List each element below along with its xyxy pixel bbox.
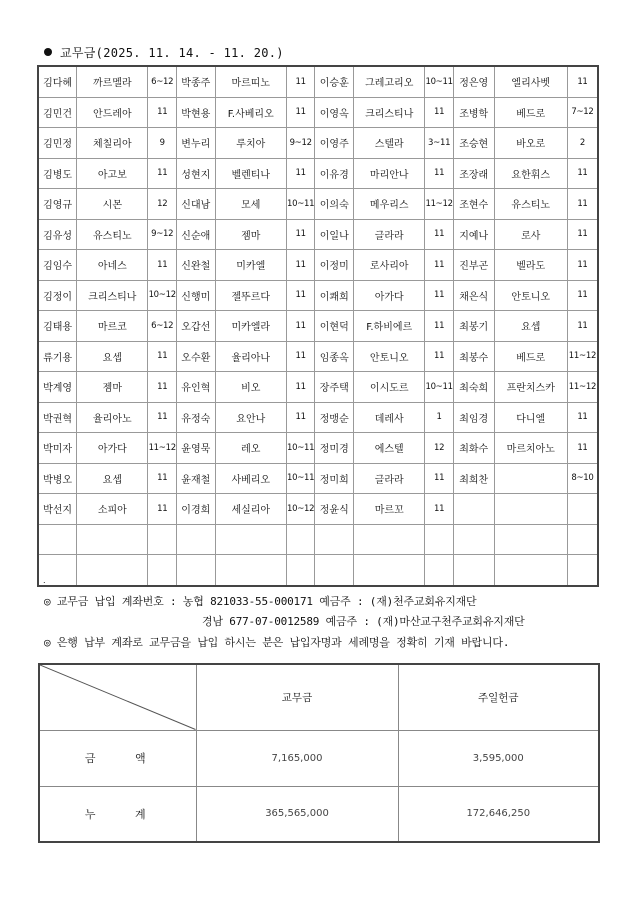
donor-row — [38, 341, 598, 372]
donor-row — [38, 128, 598, 159]
bullet-icon — [44, 48, 52, 56]
donor-baptismal-name: 안토니오 — [354, 341, 425, 372]
donor-name: 유인혁 — [176, 372, 215, 403]
donor-period: 11 — [567, 219, 598, 250]
donor-name: 정미경 — [315, 433, 354, 464]
donor-baptismal-name: 베드로 — [494, 341, 567, 372]
donor-baptismal-name: 데레사 — [354, 402, 425, 433]
donor-table — [37, 65, 599, 587]
donor-name: 조장래 — [453, 158, 494, 189]
donor-name: 신행미 — [176, 280, 215, 311]
empty-row-mark: . — [38, 555, 77, 586]
donor-baptismal-name: F.사베리오 — [215, 97, 286, 128]
donor-period: 6~12 — [148, 311, 177, 342]
donor-name — [315, 555, 354, 586]
donor-period: 11 — [567, 402, 598, 433]
donor-baptismal-name: 아가다 — [354, 280, 425, 311]
donor-name: 이정미 — [315, 250, 354, 281]
donor-baptismal-name: 체칠리아 — [77, 128, 148, 159]
donor-name: 김임수 — [38, 250, 77, 281]
donor-period: 11 — [148, 158, 177, 189]
donor-baptismal-name — [354, 524, 425, 555]
donor-baptismal-name: F.하비에르 — [354, 311, 425, 342]
donor-baptismal-name: 시몬 — [77, 189, 148, 220]
donor-row — [38, 97, 598, 128]
donor-period: 10~11 — [286, 189, 315, 220]
donor-baptismal-name — [215, 524, 286, 555]
donor-period: 11 — [425, 311, 454, 342]
donor-baptismal-name: 마르띠노 — [215, 66, 286, 97]
donor-baptismal-name: 스텔라 — [354, 128, 425, 159]
donor-period — [148, 524, 177, 555]
donor-name: 최화수 — [453, 433, 494, 464]
donor-name — [315, 524, 354, 555]
donor-period: 8~10 — [567, 463, 598, 494]
account-info-line-2: 경남 677-07-0012589 예금주 : (재)마산교구천주교회유지재단 — [202, 615, 525, 628]
donor-period: 11 — [567, 311, 598, 342]
donor-name: 김정이 — [38, 280, 77, 311]
title-text: 교무금(2025. 11. 14. - 11. 20.) — [60, 46, 284, 60]
donor-period: 3~11 — [425, 128, 454, 159]
donor-baptismal-name: 요셉 — [494, 311, 567, 342]
donor-period — [286, 555, 315, 586]
donor-period: 11 — [286, 280, 315, 311]
donor-period: 11 — [567, 433, 598, 464]
donor-baptismal-name: 유스티노 — [494, 189, 567, 220]
donor-row — [38, 402, 598, 433]
donor-baptismal-name: 마르치아노 — [494, 433, 567, 464]
donor-baptismal-name: 로사리아 — [354, 250, 425, 281]
donor-period: 2 — [567, 128, 598, 159]
donor-name: 김병도 — [38, 158, 77, 189]
donor-period — [567, 555, 598, 586]
donor-period: 11 — [286, 97, 315, 128]
donor-baptismal-name: 아고보 — [77, 158, 148, 189]
donor-period: 11 — [286, 250, 315, 281]
donor-baptismal-name: 루치아 — [215, 128, 286, 159]
donor-baptismal-name: 에스텔 — [354, 433, 425, 464]
donor-name: 조현수 — [453, 189, 494, 220]
donor-name: 김태용 — [38, 311, 77, 342]
donor-name: 성현지 — [176, 158, 215, 189]
donor-period: 7~12 — [567, 97, 598, 128]
donor-period: 11 — [148, 494, 177, 525]
donor-baptismal-name: 젬마 — [215, 219, 286, 250]
donor-period: 10~12 — [148, 280, 177, 311]
donor-period: 10~11 — [425, 372, 454, 403]
donor-name: 이쾌희 — [315, 280, 354, 311]
donor-period: 6~12 — [148, 66, 177, 97]
donor-baptismal-name: 아네스 — [77, 250, 148, 281]
summary-total-sunday: 172,646,250 — [398, 786, 599, 842]
donor-name: 이현덕 — [315, 311, 354, 342]
donor-name: 이경희 — [176, 494, 215, 525]
donor-row — [38, 158, 598, 189]
diagonal-line — [40, 665, 196, 730]
donor-name: 김민건 — [38, 97, 77, 128]
donor-baptismal-name: 크리스티나 — [354, 97, 425, 128]
donor-name: 오갑선 — [176, 311, 215, 342]
donor-name: 신순애 — [176, 219, 215, 250]
donor-name: 박현용 — [176, 97, 215, 128]
donor-period: 11 — [286, 372, 315, 403]
donor-name: 최봉수 — [453, 341, 494, 372]
donor-period: 11 — [148, 250, 177, 281]
donor-baptismal-name — [77, 524, 148, 555]
donor-baptismal-name: 까르멜라 — [77, 66, 148, 97]
donor-name: 김다혜 — [38, 66, 77, 97]
donor-row — [38, 433, 598, 464]
summary-total-offering: 365,565,000 — [196, 786, 398, 842]
donor-name: 박권혁 — [38, 402, 77, 433]
donor-baptismal-name: 요셉 — [77, 341, 148, 372]
donor-row — [38, 250, 598, 281]
donor-baptismal-name — [494, 494, 567, 525]
donor-period: 11 — [286, 66, 315, 97]
donor-name: 장주택 — [315, 372, 354, 403]
donor-name: 최희찬 — [453, 463, 494, 494]
donor-baptismal-name: 유스티노 — [77, 219, 148, 250]
donor-baptismal-name — [354, 555, 425, 586]
donor-name: 오수환 — [176, 341, 215, 372]
donor-baptismal-name — [494, 524, 567, 555]
donor-baptismal-name: 벨렌티나 — [215, 158, 286, 189]
payment-instruction: ◎ 은행 납부 계좌로 교무금을 납입 하시는 분은 납입자명과 세례명을 정확히 기재 바랍니다. — [44, 636, 510, 649]
donor-period: 11 — [567, 189, 598, 220]
donor-period — [286, 524, 315, 555]
donor-period: 11 — [148, 341, 177, 372]
donor-period: 11 — [425, 463, 454, 494]
donor-baptismal-name: 크리스티나 — [77, 280, 148, 311]
donor-period: 11 — [425, 250, 454, 281]
donor-row — [38, 66, 598, 97]
donor-baptismal-name: 아가다 — [77, 433, 148, 464]
donor-baptismal-name: 소피아 — [77, 494, 148, 525]
donor-name: 류기용 — [38, 341, 77, 372]
donor-period — [567, 494, 598, 525]
donor-period: 11 — [425, 219, 454, 250]
donor-period: 9~12 — [148, 219, 177, 250]
donor-name: 이영옥 — [315, 97, 354, 128]
donor-name: 정윤식 — [315, 494, 354, 525]
donor-period: 11 — [148, 372, 177, 403]
donor-period: 9~12 — [286, 128, 315, 159]
donor-period: 11 — [567, 280, 598, 311]
donor-period — [425, 524, 454, 555]
donor-period: 11 — [567, 66, 598, 97]
summary-amount-sunday: 3,595,000 — [398, 730, 599, 786]
donor-baptismal-name: 다니엘 — [494, 402, 567, 433]
donor-row — [38, 311, 598, 342]
donor-period: 11 — [148, 463, 177, 494]
donor-baptismal-name: 미카엘라 — [215, 311, 286, 342]
account-info-line-1: ◎ 교무금 납입 계좌번호 : 농협 821033-55-000171 예금주 : (재)천주교회유지재단 — [44, 595, 477, 608]
donor-name: 정은영 — [453, 66, 494, 97]
donor-name: 박계영 — [38, 372, 77, 403]
donor-period — [567, 524, 598, 555]
donor-period: 11 — [286, 402, 315, 433]
donor-period: 11 — [286, 311, 315, 342]
donor-baptismal-name: 율리아노 — [77, 402, 148, 433]
donor-baptismal-name: 글라라 — [354, 463, 425, 494]
summary-row-label: 누 계 — [39, 786, 196, 842]
donor-period: 11 — [425, 97, 454, 128]
donor-period: 11~12 — [425, 189, 454, 220]
donor-period: 12 — [148, 189, 177, 220]
donor-name — [453, 555, 494, 586]
donor-name: 윤재철 — [176, 463, 215, 494]
donor-name: 박선지 — [38, 494, 77, 525]
donor-row — [38, 524, 598, 555]
donor-name: 박병오 — [38, 463, 77, 494]
donor-row — [38, 189, 598, 220]
donor-period: 11 — [148, 97, 177, 128]
donor-name: 진부곤 — [453, 250, 494, 281]
donor-period: 11 — [425, 341, 454, 372]
donor-name: 최임경 — [453, 402, 494, 433]
donor-baptismal-name: 이시도르 — [354, 372, 425, 403]
summary-amount-offering: 7,165,000 — [196, 730, 398, 786]
donor-name: 정미희 — [315, 463, 354, 494]
donor-baptismal-name: 모세 — [215, 189, 286, 220]
donor-name: 최숙희 — [453, 372, 494, 403]
donor-baptismal-name: 젬마 — [77, 372, 148, 403]
donor-baptismal-name: 마르코 — [77, 311, 148, 342]
donor-name: 윤영묵 — [176, 433, 215, 464]
donor-period: 10~12 — [286, 494, 315, 525]
donor-baptismal-name: 사베리오 — [215, 463, 286, 494]
donor-name: 이승훈 — [315, 66, 354, 97]
donor-baptismal-name: 미카엘 — [215, 250, 286, 281]
donor-baptismal-name: 요안나 — [215, 402, 286, 433]
donor-period: 10~11 — [286, 463, 315, 494]
donor-period: 11 — [425, 280, 454, 311]
donor-period: 10~11 — [425, 66, 454, 97]
donor-baptismal-name: 요셉 — [77, 463, 148, 494]
donor-name: 김유성 — [38, 219, 77, 250]
donor-baptismal-name: 요한휘스 — [494, 158, 567, 189]
donor-row — [38, 280, 598, 311]
donor-name: 변누리 — [176, 128, 215, 159]
donor-period: 11~12 — [567, 372, 598, 403]
donor-period: 11 — [425, 494, 454, 525]
donor-baptismal-name — [215, 555, 286, 586]
donor-name: 김민정 — [38, 128, 77, 159]
donor-period: 12 — [425, 433, 454, 464]
donor-name: 채은식 — [453, 280, 494, 311]
donor-baptismal-name: 글라라 — [354, 219, 425, 250]
donor-row — [38, 463, 598, 494]
donor-baptismal-name: 프란치스카 — [494, 372, 567, 403]
donor-baptismal-name: 바오로 — [494, 128, 567, 159]
donor-name: 신대남 — [176, 189, 215, 220]
donor-name: 조병학 — [453, 97, 494, 128]
donor-baptismal-name: 안토니오 — [494, 280, 567, 311]
donor-baptismal-name: 벨라도 — [494, 250, 567, 281]
donor-period: 11~12 — [148, 433, 177, 464]
donor-name — [38, 524, 77, 555]
donor-name: 정맹순 — [315, 402, 354, 433]
donor-name: 박종주 — [176, 66, 215, 97]
donor-baptismal-name: 마리안나 — [354, 158, 425, 189]
summary-header-offering: 교무금 — [196, 664, 398, 730]
donor-period: 11 — [148, 402, 177, 433]
donor-name: 이의숙 — [315, 189, 354, 220]
donor-period: 1 — [425, 402, 454, 433]
donor-period: 11 — [286, 341, 315, 372]
donor-baptismal-name: 베드로 — [494, 97, 567, 128]
summary-row-label: 금 액 — [39, 730, 196, 786]
donor-baptismal-name — [494, 463, 567, 494]
donor-name — [176, 524, 215, 555]
donor-baptismal-name: 젤뚜르다 — [215, 280, 286, 311]
donor-name — [453, 524, 494, 555]
donor-period: 11 — [567, 250, 598, 281]
donor-period: 11 — [567, 158, 598, 189]
donor-period: 11 — [425, 158, 454, 189]
donor-baptismal-name: 율리아나 — [215, 341, 286, 372]
donor-row — [38, 219, 598, 250]
donor-baptismal-name: 로사 — [494, 219, 567, 250]
donor-baptismal-name — [494, 555, 567, 586]
donor-period — [148, 555, 177, 586]
donor-period: 11 — [286, 219, 315, 250]
donor-period: 11~12 — [567, 341, 598, 372]
donor-baptismal-name: 비오 — [215, 372, 286, 403]
donor-name: 이일나 — [315, 219, 354, 250]
donor-period: 9 — [148, 128, 177, 159]
donor-name: 최봉기 — [453, 311, 494, 342]
donor-name: 이유경 — [315, 158, 354, 189]
donor-name: 이영주 — [315, 128, 354, 159]
donor-name — [453, 494, 494, 525]
donor-baptismal-name: 마르꼬 — [354, 494, 425, 525]
donor-baptismal-name: 엘리사벳 — [494, 66, 567, 97]
summary-header-sunday-collection: 주일헌금 — [398, 664, 599, 730]
donor-row — [38, 494, 598, 525]
donor-baptismal-name: 그레고리오 — [354, 66, 425, 97]
donor-period: 10~11 — [286, 433, 315, 464]
page-title — [44, 44, 284, 61]
donor-name: 김영규 — [38, 189, 77, 220]
summary-corner-cell — [39, 664, 196, 730]
donor-baptismal-name: 레오 — [215, 433, 286, 464]
donor-baptismal-name: 메우리스 — [354, 189, 425, 220]
summary-table — [38, 663, 600, 843]
donor-row — [38, 372, 598, 403]
donor-period: 11 — [286, 158, 315, 189]
donor-baptismal-name: 안드레아 — [77, 97, 148, 128]
donor-name: 임종옥 — [315, 341, 354, 372]
donor-name: 조승현 — [453, 128, 494, 159]
donor-row — [38, 555, 598, 586]
donor-name: 신완철 — [176, 250, 215, 281]
donor-baptismal-name: 세실리아 — [215, 494, 286, 525]
donor-name: 유정숙 — [176, 402, 215, 433]
donor-name — [176, 555, 215, 586]
donor-baptismal-name — [77, 555, 148, 586]
donor-name: 박미자 — [38, 433, 77, 464]
donor-period — [425, 555, 454, 586]
donor-name: 지예나 — [453, 219, 494, 250]
